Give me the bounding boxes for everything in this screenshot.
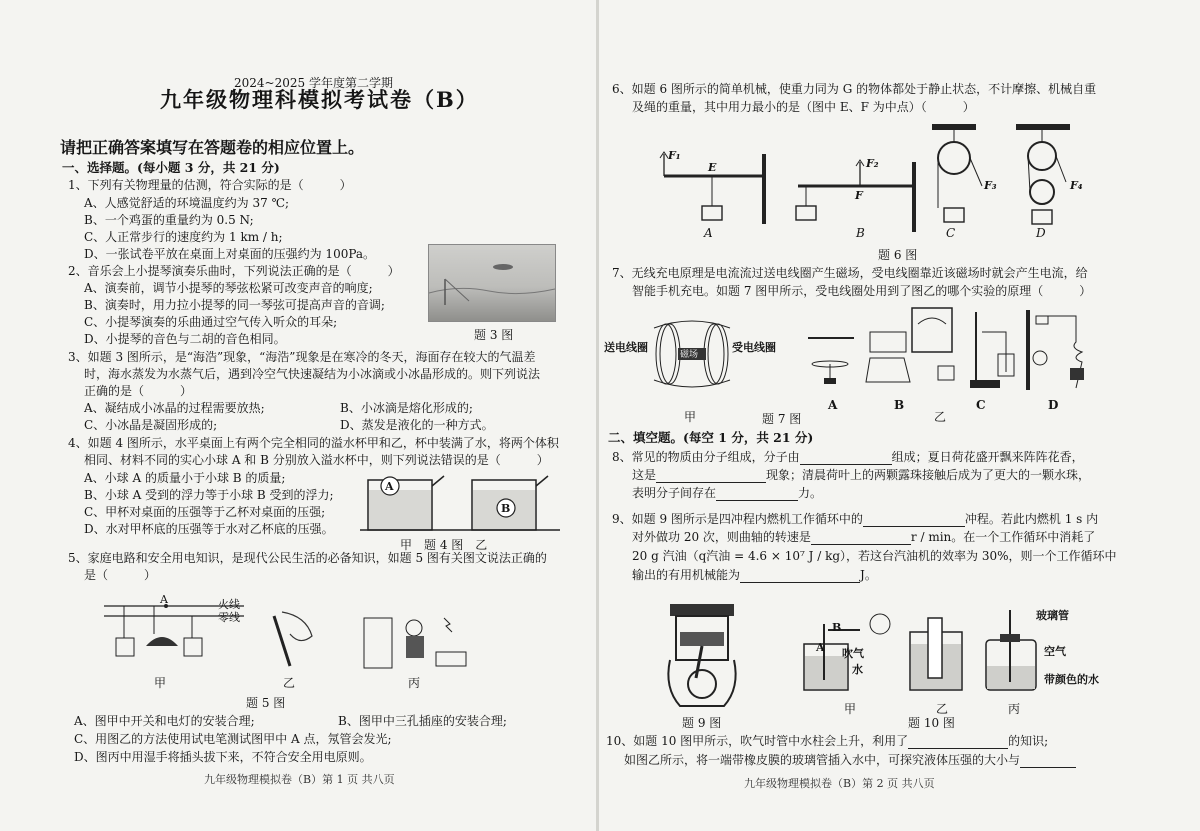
q8-line-2: 这是 现象；清晨荷叶上的两颗露珠接触后成为了更大的一颗水珠， — [632, 468, 1091, 482]
fig-9-caption: 题 9 图 — [682, 716, 722, 730]
q10-line-1: 10、如题 10 图甲所示，吹气时管中水柱会上升，利用了 的知识; — [606, 734, 1049, 748]
fig-6-caption: 题 6 图 — [878, 248, 918, 262]
q8-line-1: 8、常见的物质由分子组成，分子由 组成；夏日荷花盛开飘来阵阵花香， — [612, 450, 1084, 464]
q8-line-3: 表明分子间存在 力。 — [632, 486, 823, 500]
q6-line-2: 及绳的重量，其中用力最小的是（图中 E、F 为中点）（ ） — [632, 100, 975, 114]
fig-6-machines — [654, 124, 1194, 244]
fig-10-caption: 题 10 图 — [908, 716, 955, 730]
instruction: 请把正确答案填写在答题卷的相应位置上。 — [60, 138, 365, 157]
fig-7-sub-d: D — [1048, 398, 1059, 412]
fig-10-colored-water: 带颜色的水 — [1044, 673, 1099, 686]
q1-stem: 1、下列有关物理量的估测，符合实际的是（ ） — [68, 178, 352, 192]
q4-option-a: A、小球 A 的质量小于小球 B 的质量; — [84, 471, 286, 485]
q1-option-a: A、人感觉舒适的环境温度约为 37 ℃; — [84, 196, 290, 210]
fig-6-label-b: B — [856, 226, 865, 240]
q2-option-a: A、演奏前，调节小提琴的琴弦松紧可改变声音的响度; — [84, 281, 373, 295]
sea-smoke-illustration — [429, 245, 555, 321]
force-f3: F₃ — [984, 179, 997, 192]
ball-b-label: B — [501, 502, 511, 515]
fig-10-label-a: A — [816, 641, 825, 654]
q3-option-d: D、蒸发是液化的一种方式。 — [340, 418, 494, 432]
fig-10-tube: 玻璃管 — [1036, 609, 1069, 622]
neutral-wire-label: 零线 — [218, 611, 240, 624]
q4-option-c: C、甲杯对桌面的压强等于乙杯对桌面的压强; — [84, 505, 326, 519]
point-e: E — [708, 161, 717, 174]
q9-line-4: 输出的有用机械能为 J。 — [632, 568, 877, 582]
q2-option-c: C、小提琴演奏的乐曲通过空气传入听众的耳朵; — [84, 315, 338, 329]
force-f2: F₂ — [866, 157, 879, 170]
q3-option-a: A、凝结成小冰晶的过程需要放热; — [84, 401, 265, 415]
q5-option-c: C、用图乙的方法使用试电笔测试图甲中 A 点，氖管会发光; — [74, 732, 392, 746]
force-f4: F₄ — [1070, 179, 1083, 192]
field-label: 磁场 — [680, 350, 699, 360]
q2-stem: 2、音乐会上小提琴演奏乐曲时，下列说法正确的是（ ） — [68, 264, 400, 278]
page-fold — [596, 0, 599, 831]
q1-option-c: C、人正常步行的速度约为 1 km / h; — [84, 230, 283, 244]
q1-option-b: B、一个鸡蛋的重量约为 0.5 N; — [84, 213, 254, 227]
q7-line-2: 智能手机充电。如题 7 图甲所示，受电线圈处用到了图乙的哪个实验的原理（ ） — [632, 284, 1092, 298]
point-f: F — [855, 189, 863, 202]
q1-option-d: D、一张试卷平放在桌面上对桌面的压强约为 100Pa。 — [84, 247, 376, 261]
fig-5-label-bing: 丙 — [408, 676, 421, 690]
fig-4-caption: 甲 题 4 图 乙 — [400, 538, 488, 552]
fig-10-blow: 吹气 — [842, 647, 864, 660]
fig-3-caption: 题 3 图 — [474, 328, 514, 342]
fig-5-label-jia: 甲 — [154, 676, 167, 690]
fig-5-label-yi: 乙 — [283, 676, 296, 690]
q10-line-2: 如图乙所示，将一端带橡皮膜的玻璃管插入水中，可探究液体压强的大小与 — [624, 753, 1076, 768]
q9-line-3: 20 g 汽油（q汽油 = 4.6 × 10⁷ J / kg），若这台汽油机的效率为 30%，则一个工作循环中 — [632, 549, 1117, 563]
fig-10-label-b: B — [832, 621, 842, 634]
force-f1: F₁ — [668, 149, 681, 162]
fig-10-label-jia: 甲 — [844, 702, 857, 716]
q5-option-b: B、图甲中三孔插座的安装合理; — [338, 714, 507, 728]
q5-option-d: D、图丙中用湿手将插头拔下来，不符合安全用电原则。 — [74, 750, 372, 764]
fig-7-label-jia: 甲 — [684, 410, 697, 424]
section-2-heading: 二、填空题。(每空 1 分，共 21 分) — [608, 430, 814, 445]
fig-4-overflow-cups — [360, 468, 560, 534]
q7-line-1: 7、无线充电原理是电流流过送电线圈产生磁场，受电线圈靠近该磁场时就会产生电流，给 — [612, 266, 1088, 280]
live-wire-label: 火线 — [218, 598, 240, 611]
fig-6-label-d: D — [1036, 226, 1046, 240]
q3-line-1: 3、如题 3 图所示，是“海浩”现象，“海浩”现象是在寒冷的冬天，海面存在较大的气温差 — [68, 350, 536, 364]
fig-7-sub-b: B — [894, 398, 905, 412]
q3-option-b: B、小冰滴是熔化形成的; — [340, 401, 473, 415]
fig-9-engine — [660, 598, 744, 714]
q4-option-d: D、水对甲杯底的压强等于水对乙杯底的压强。 — [84, 522, 334, 536]
fig-5-test-pen — [260, 606, 320, 670]
fig-7-sub-c: C — [976, 398, 986, 412]
q5-line-2: 是（ ） — [84, 568, 157, 582]
q3-line-2: 时，海水蒸发为水蒸气后，遇到冷空气快速凝结为小冰滴或小冰晶形成的。则下列说法 — [84, 367, 541, 381]
q9-line-2: 对外做功 20 次，则曲轴的转速是 r / min。在一个工作循环中消耗了 — [632, 530, 1096, 544]
fig-5-caption: 题 5 图 — [246, 696, 286, 710]
q9-line-1: 9、如题 9 图所示是四冲程内燃机工作循环中的 冲程。若此内燃机 1 s 内 — [612, 512, 1099, 526]
fig-6-label-a: A — [704, 226, 713, 240]
fig-7-sub-a: A — [828, 398, 838, 412]
ball-a-label: A — [385, 480, 394, 493]
page-1 — [8, 0, 592, 831]
page-2 — [604, 0, 1188, 831]
q6-line-1: 6、如题 6 图所示的简单机械，使重力同为 G 的物体都处于静止状态，不计摩擦、机械自重 — [612, 82, 1097, 96]
page-2-footer: 九年级物理模拟卷（B）第 2 页 共八页 — [744, 777, 935, 790]
q5-option-a: A、图甲中开关和电灯的安装合理; — [74, 714, 255, 728]
fig-5-point-a: A — [160, 593, 168, 606]
q5-line-1: 5、家庭电路和安全用电知识，是现代公民生活的必备知识，如题 5 图有关图文说法正确的 — [68, 551, 547, 565]
send-coil-label: 送电线圈 — [604, 341, 648, 354]
fig-10-water: 水 — [852, 663, 863, 676]
school-year: 2024~2025 学年度第二学期 — [234, 76, 393, 90]
fig-7-label-yi: 乙 — [934, 410, 947, 424]
exam-title: 九年级物理科模拟考试卷（B） — [160, 87, 479, 112]
fig-3-photo — [428, 244, 556, 322]
q4-line-1: 4、如题 4 图所示，水平桌面上有两个完全相同的溢水杯甲和乙，杯中装满了水，将两个体积 — [68, 436, 559, 450]
fig-7-caption: 题 7 图 — [762, 412, 802, 426]
q2-option-b: B、演奏时，用力拉小提琴的同一琴弦可提高声音的音调; — [84, 298, 385, 312]
q4-option-b: B、小球 A 受到的浮力等于小球 B 受到的浮力; — [84, 488, 334, 502]
page-1-footer: 九年级物理模拟卷（B）第 1 页 共八页 — [204, 773, 395, 786]
section-1-heading: 一、选择题。(每小题 3 分，共 21 分) — [62, 160, 280, 175]
fig-5-wet-hand — [364, 608, 468, 670]
fig-6-label-c: C — [946, 226, 956, 240]
fig-10-air: 空气 — [1044, 645, 1066, 658]
recv-coil-label: 受电线圈 — [732, 341, 776, 354]
q3-option-c: C、小冰晶是凝固形成的; — [84, 418, 218, 432]
fig-10-label-bing: 丙 — [1008, 702, 1021, 716]
fig-10-label-yi: 乙 — [936, 702, 949, 716]
q2-option-d: D、小提琴的音色与二胡的音色相同。 — [84, 332, 286, 346]
q3-line-3: 正确的是（ ） — [84, 384, 193, 398]
q4-line-2: 相同、材料不同的实心小球 A 和 B 分别放入溢水杯中，则下列说法错误的是（ ） — [84, 453, 549, 467]
fig-7-experiments — [800, 302, 1090, 398]
